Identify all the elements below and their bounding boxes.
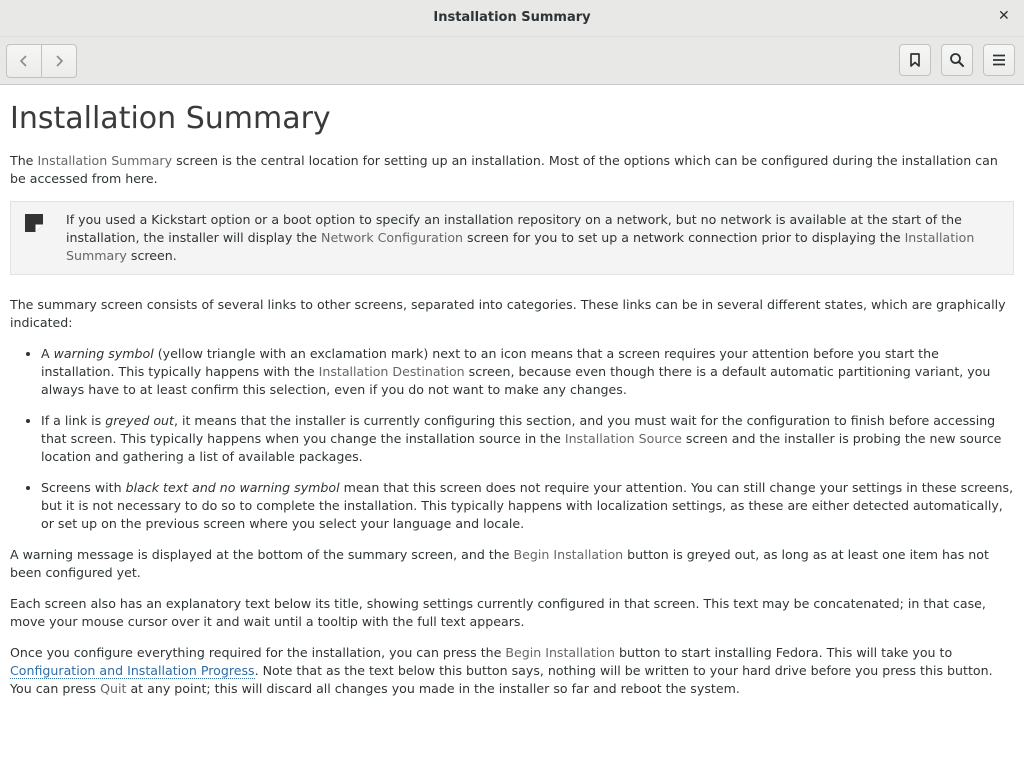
search-icon bbox=[949, 52, 965, 68]
states-list bbox=[10, 345, 1014, 533]
list-item: • A warning symbol (yellow triangle with an exclamation mark) next to an icon means that a screen requires your attention before you start the installation. This typically happens with the Installation Destination screen, because even though there is a default automatic partitioning variant, you always have to at least confirm this selection, even if you do not want to make any changes. bbox=[41, 345, 1014, 399]
states-intro-paragraph: The summary screen consists of several links to other screens, separated into categories. These links can be in several different states, which are graphically indicated: bbox=[10, 297, 1006, 330]
toolbar bbox=[0, 37, 1024, 85]
window-title: Installation Summary bbox=[433, 10, 591, 25]
chevron-left-icon bbox=[16, 53, 32, 69]
navigation-buttons bbox=[6, 44, 77, 78]
warning-paragraph: A warning message is displayed at the bottom of the summary screen, and the Begin Installation button is greyed out, as long as at least one item has not been configured yet. bbox=[10, 547, 989, 580]
configuration-progress-link[interactable]: Configuration and Installation Progress bbox=[10, 663, 255, 678]
search-button[interactable] bbox=[941, 44, 973, 76]
page-title: Installation Summary bbox=[10, 101, 331, 136]
gui-term: Installation Summary bbox=[37, 153, 173, 168]
chevron-right-icon bbox=[51, 53, 67, 69]
bookmark-icon bbox=[907, 52, 923, 68]
gui-term: Installation Summary bbox=[66, 230, 975, 263]
explanatory-paragraph: Each screen also has an explanatory text below its title, showing settings currently configured in that screen. This text may be concatenated; in that case, move your mouse cursor over it and wait until a tooltip with the full text appears. bbox=[10, 596, 986, 629]
gui-term: Network Configuration bbox=[321, 230, 464, 245]
gui-term: Begin Installation bbox=[505, 645, 615, 660]
list-item: • Screens with black text and no warning symbol mean that this screen does not require your attention. You can still change your settings in these screens, but it is not necessary to do so to complete the installation. This typically happens with localization settings, as these are either detected automatically, or set up on the previous screen where you select your language and locale. bbox=[41, 479, 1014, 533]
close-icon[interactable]: ✕ bbox=[998, 8, 1010, 24]
forward-button[interactable] bbox=[41, 45, 76, 77]
list-item: • If a link is greyed out, it means that the installer is currently configuring this section, and you must wait for the configuration to finish before accessing that screen. This typically happens when you change the installation source in the Installation Source screen and the installer is probing the new source location and gathering a list of available packages. bbox=[41, 412, 1014, 466]
gui-term: Begin Installation bbox=[513, 547, 624, 562]
gui-term: Installation Destination bbox=[318, 364, 465, 379]
gui-term: Installation Source bbox=[564, 431, 682, 446]
back-button[interactable] bbox=[7, 45, 41, 77]
menu-button[interactable] bbox=[983, 44, 1015, 76]
final-paragraph: Once you configure everything required for the installation, you can press the Begin Installation button to start installing Fedora. This will take you to Configuration and Installation Progress. Note that as the text below this button says, nothing will be written to your hard drive before you press this button. You can press Quit at any point; this will discard all changes you made in the installer so far and reboot the system. bbox=[10, 645, 993, 696]
note-box: If you used a Kickstart option or a boot option to specify an installation repository on a network, but no network is available at the start of the installation, the installer will display the Network Configuration screen for you to set up a network connection prior to displaying the Installation Summary screen. bbox=[10, 201, 1014, 275]
bookmark-button[interactable] bbox=[899, 44, 931, 76]
gui-term: Quit bbox=[100, 681, 127, 696]
hamburger-menu-icon bbox=[991, 52, 1007, 68]
window-titlebar bbox=[0, 0, 1024, 37]
help-page-content bbox=[0, 89, 1024, 768]
intro-paragraph: The Installation Summary screen is the central location for setting up an installation. Most of the options which can be configured during the installation can be accessed from here. bbox=[10, 153, 998, 186]
note-icon bbox=[25, 214, 43, 232]
